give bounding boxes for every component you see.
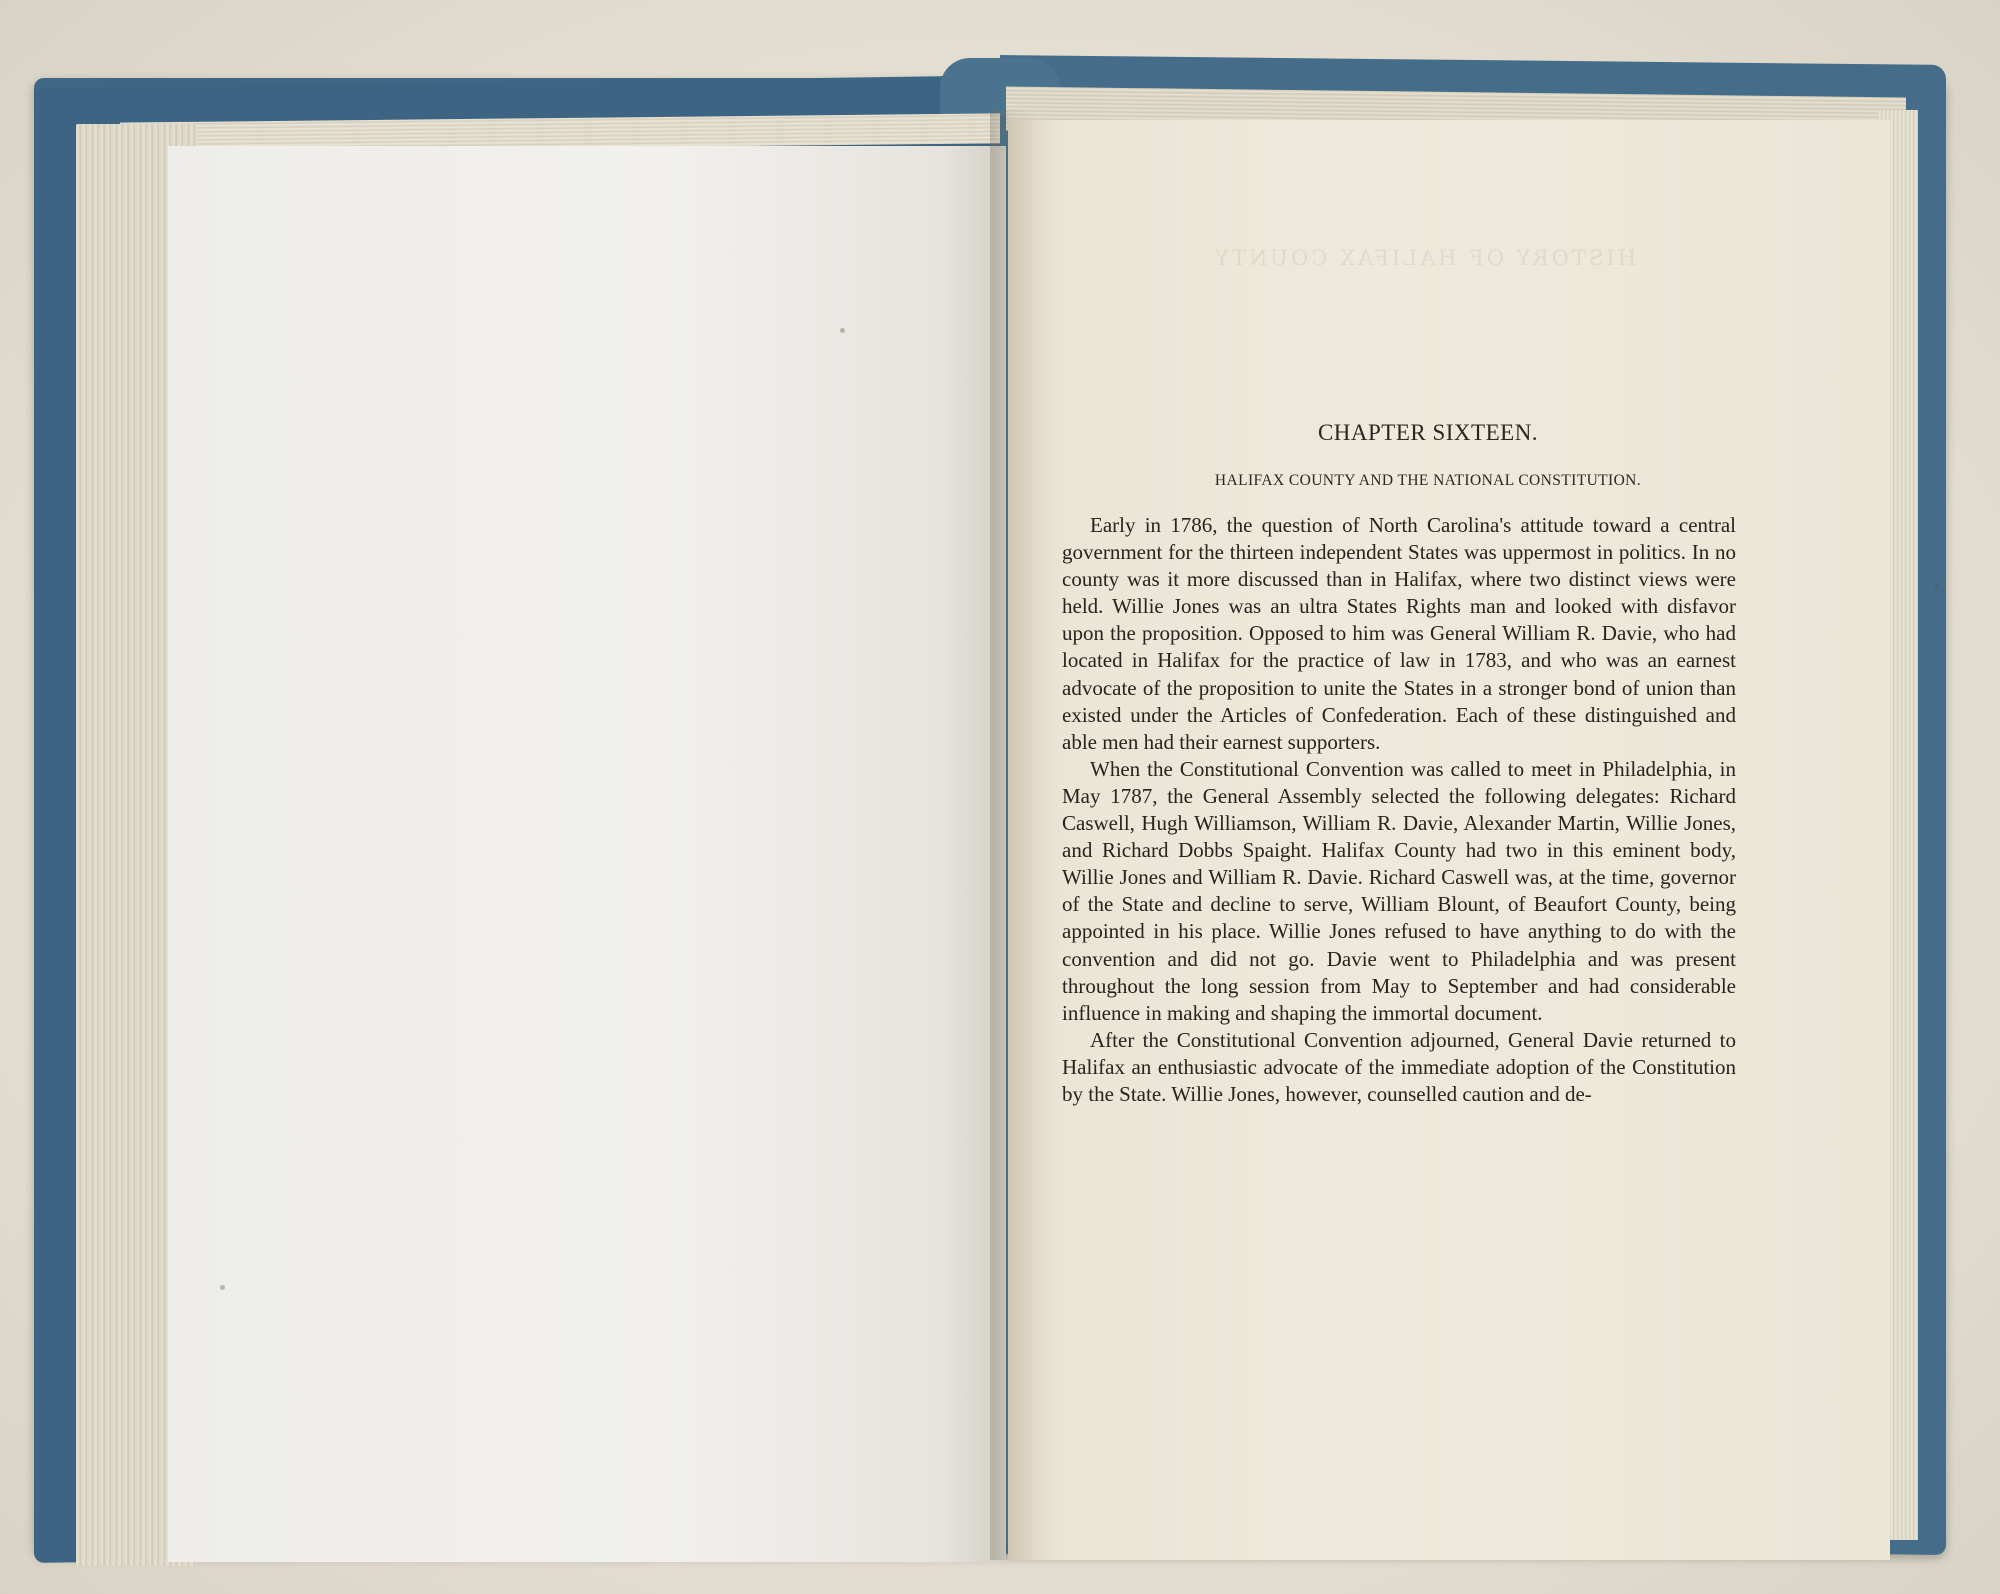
chapter-subtitle: HALIFAX COUNTY AND THE NATIONAL CONSTITUTION. — [1214, 472, 1642, 489]
paragraph: When the Constitutional Convention was called to meet in Philadelphia, in May 1787, the General Assembly selected the following delegates: Richard Caswell, Hugh Williamson, William R. Davie, Alexander Martin, Willie Jones, and Richard Dobbs Spaight. Halifax County had two in this eminent body, Willie Jones and William R. Davie. Richard Caswell was, at the time, governor of the State and decline to serve, William Blount, of Beaufort County, being appointed in his place. Willie Jones refused to have anything to do with the convention and did not go. Davie went to Philadelphia and was present throughout the long session from May to September and had considerable influence in making and shaping the immortal document. — [1062, 756, 1736, 1025]
paragraph: Early in 1786, the question of North Carolina's attitude toward a central government for the thirteen independent States was uppermost in politics. In no county was it more discussed than in Halifax, where two distinct views were held. Willie Jones was an ultra States Rights man and looked with disfavor upon the proposition. Opposed to him was General William R. Davie, who had located in Halifax for the practice of law in 1783, and who was an earnest advocate of the proposition to unite the States in a stronger bond of union than existed under the Articles of Confederation. Each of these distinguished and able men had their earnest supporters. — [1062, 513, 1736, 754]
paper-speck — [1935, 582, 1938, 590]
gutter-shadow — [990, 110, 1038, 1560]
paper-speck — [840, 328, 845, 333]
left-page-blank — [168, 146, 1006, 1562]
chapter-title: CHAPTER SIXTEEN. — [1317, 420, 1539, 445]
paragraph: After the Constitutional Convention adjourned, General Davie returned to Halifax an enthusiastic advocate of the immediate adoption of the Constitution by the State. Willie Jones, however, counselled caution and de- — [1062, 1027, 1736, 1106]
chapter-body — [1062, 512, 1736, 1108]
paper-speck — [220, 1285, 225, 1290]
